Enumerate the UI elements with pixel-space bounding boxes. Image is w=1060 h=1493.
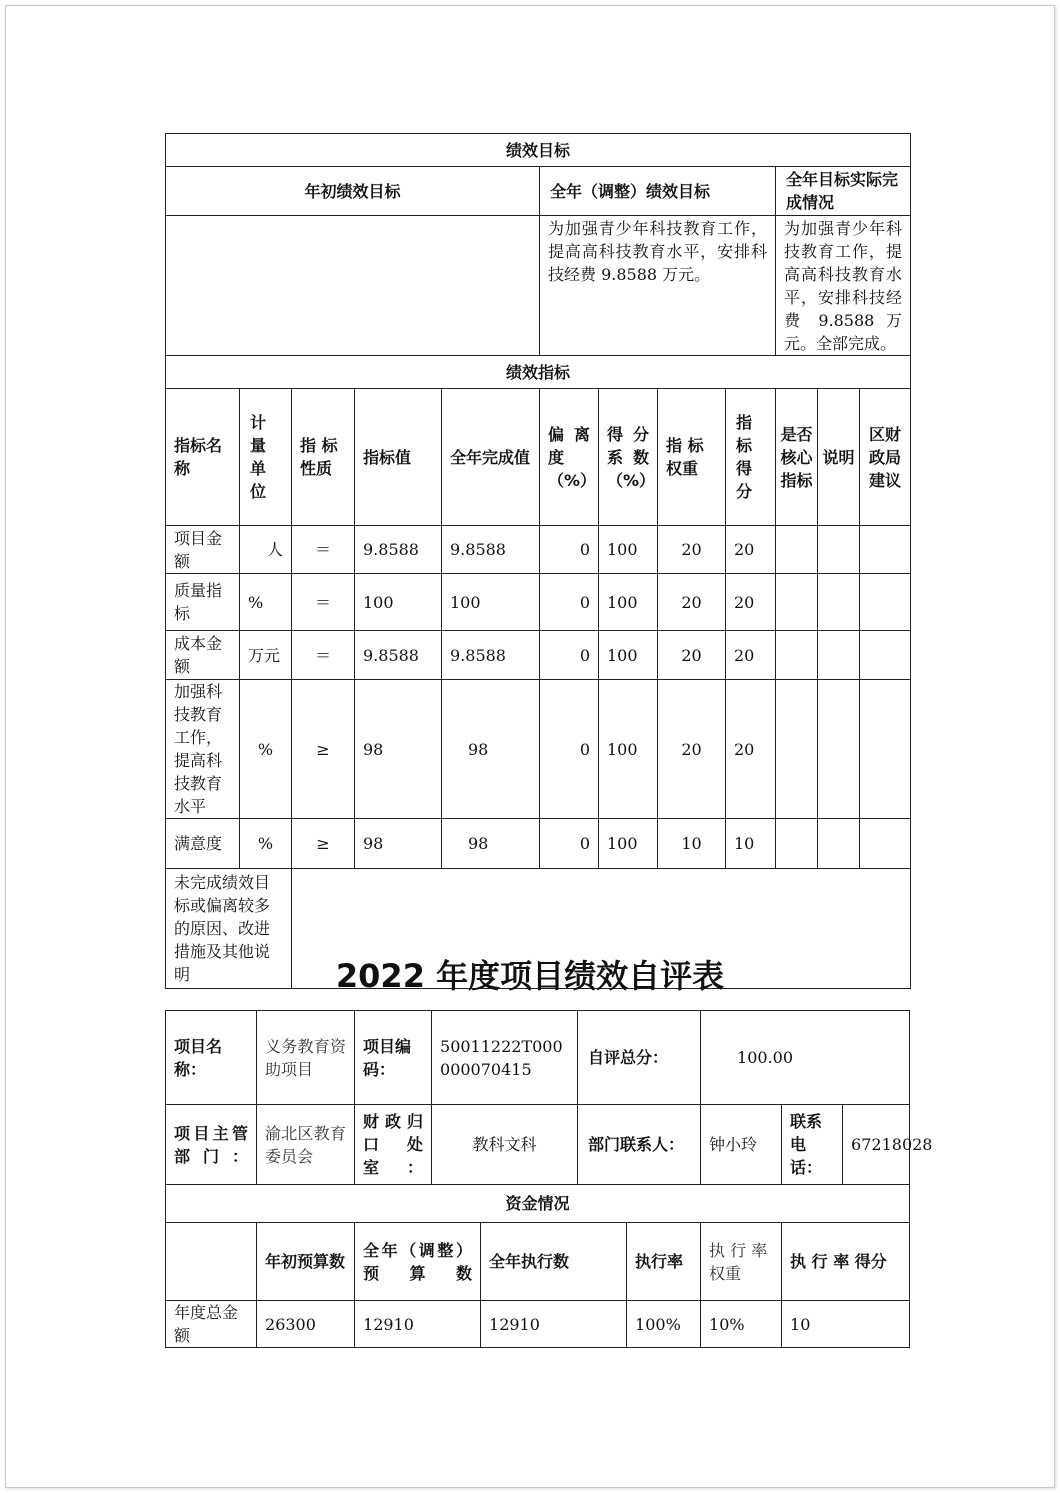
table-row bbox=[166, 819, 911, 869]
row-weight: 20 bbox=[658, 680, 726, 819]
row-deviation: 0 bbox=[540, 819, 599, 869]
row-weight: 20 bbox=[658, 574, 726, 631]
row-target: 9.8588 bbox=[355, 526, 442, 574]
funds-row-rate: 100% bbox=[627, 1301, 701, 1348]
row-advice bbox=[860, 526, 911, 574]
funds-row-adjusted: 12910 bbox=[355, 1301, 481, 1348]
phone-label: 联系电话： bbox=[782, 1105, 843, 1185]
hdr-target: 指标值 bbox=[355, 389, 442, 526]
project-table bbox=[165, 1010, 933, 1348]
row-note bbox=[818, 574, 860, 631]
row-core bbox=[776, 819, 818, 869]
project-code-value: 50011222T000000070415 bbox=[432, 1011, 578, 1105]
row-score: 20 bbox=[726, 680, 776, 819]
score-value: 100.00 bbox=[701, 1011, 910, 1105]
row-advice bbox=[860, 574, 911, 631]
funds-hdr-initial: 年初预算数 bbox=[257, 1223, 355, 1301]
row-score: 20 bbox=[726, 526, 776, 574]
row-unit: % bbox=[240, 574, 292, 631]
row-target: 100 bbox=[355, 574, 442, 631]
row-name: 成本金额 bbox=[166, 631, 240, 680]
row-nature: ＝ bbox=[292, 526, 355, 574]
funds-hdr-rate: 执行率 bbox=[627, 1223, 701, 1301]
row-deviation: 0 bbox=[540, 631, 599, 680]
dept-label: 项目主管部门： bbox=[166, 1105, 257, 1185]
finance-label: 财政归口处室： bbox=[355, 1105, 432, 1185]
table-row bbox=[166, 1301, 910, 1348]
row-name: 项目金额 bbox=[166, 526, 240, 574]
funds-title: 资金情况 bbox=[166, 1185, 910, 1223]
table-row bbox=[166, 680, 911, 819]
hdr-score: 指标得分 bbox=[726, 389, 776, 526]
funds-hdr-score: 执 行 率 得分 bbox=[782, 1223, 910, 1301]
row-advice bbox=[860, 680, 911, 819]
row-core bbox=[776, 526, 818, 574]
col-adjusted-goal: 全年（调整）绩效目标 bbox=[540, 167, 776, 216]
row-name: 质量指标 bbox=[166, 574, 240, 631]
row-deviation: 0 bbox=[540, 680, 599, 819]
hdr-note: 说明 bbox=[818, 389, 860, 526]
row-name: 加强科技教育工作，提高科技教育水平 bbox=[166, 680, 240, 819]
row-advice bbox=[860, 819, 911, 869]
table-row bbox=[166, 574, 911, 631]
score-label: 自评总分： bbox=[578, 1011, 701, 1105]
row-coef: 100 bbox=[599, 526, 658, 574]
hdr-advice: 区财政局建议 bbox=[860, 389, 911, 526]
funds-hdr-weight: 执 行 率 权重 bbox=[701, 1223, 782, 1301]
contact-value: 钟小玲 bbox=[701, 1105, 782, 1185]
hdr-nature: 指 标性质 bbox=[292, 389, 355, 526]
row-deviation: 0 bbox=[540, 526, 599, 574]
funds-hdr-adjusted: 全年（调整）预算数 bbox=[355, 1223, 481, 1301]
row-score: 10 bbox=[726, 819, 776, 869]
row-core bbox=[776, 574, 818, 631]
hdr-indicator-name: 指标名称 bbox=[166, 389, 240, 526]
phone-value: 67218028 bbox=[843, 1105, 910, 1185]
hdr-coef: 得分系数（%） bbox=[599, 389, 658, 526]
hdr-unit: 计量单位 bbox=[240, 389, 292, 526]
row-actual: 98 bbox=[442, 819, 540, 869]
unfinished-label: 未完成绩效目标或偏离较多的原因、改进措施及其他说明 bbox=[166, 869, 292, 989]
row-nature: ≥ bbox=[292, 680, 355, 819]
row-note bbox=[818, 819, 860, 869]
row-advice bbox=[860, 631, 911, 680]
hdr-deviation: 偏离度（%） bbox=[540, 389, 599, 526]
hdr-core: 是否核心指标 bbox=[776, 389, 818, 526]
hdr-weight: 指 标权重 bbox=[658, 389, 726, 526]
project-name-label: 项目名称： bbox=[166, 1011, 257, 1105]
row-weight: 20 bbox=[658, 631, 726, 680]
row-actual: 100 bbox=[442, 574, 540, 631]
row-note bbox=[818, 631, 860, 680]
table-row bbox=[166, 631, 911, 680]
row-nature: ＝ bbox=[292, 574, 355, 631]
hdr-actual: 全年完成值 bbox=[442, 389, 540, 526]
project-code-label: 项目编码： bbox=[355, 1011, 432, 1105]
col-actual-goal: 全年目标实际完成情况 bbox=[776, 167, 911, 216]
row-target: 98 bbox=[355, 819, 442, 869]
row-coef: 100 bbox=[599, 819, 658, 869]
document-title: 2022 年度项目绩效自评表 bbox=[335, 957, 725, 995]
contact-label: 部门联系人： bbox=[578, 1105, 701, 1185]
row-unit: 人 bbox=[240, 526, 292, 574]
initial-goal-text bbox=[166, 216, 540, 356]
row-core bbox=[776, 631, 818, 680]
row-nature: ≥ bbox=[292, 819, 355, 869]
row-coef: 100 bbox=[599, 631, 658, 680]
finance-value: 教科文科 bbox=[432, 1105, 578, 1185]
actual-goal-text: 为加强青少年科技教育工作，提高高科技教育水平，安排科技经费 9.8588 万元。全部完成。 bbox=[776, 216, 911, 356]
row-note bbox=[818, 526, 860, 574]
row-coef: 100 bbox=[599, 680, 658, 819]
row-note bbox=[818, 680, 860, 819]
row-deviation: 0 bbox=[540, 574, 599, 631]
funds-row-score: 10 bbox=[782, 1301, 910, 1348]
funds-row-label: 年度总金额 bbox=[166, 1301, 257, 1348]
adjusted-goal-text: 为加强青少年科技教育工作，提高高科技教育水平，安排科技经费 9.8588 万元。 bbox=[540, 216, 776, 356]
row-unit: 万元 bbox=[240, 631, 292, 680]
funds-hdr-blank bbox=[166, 1223, 257, 1301]
col-initial-goal: 年初绩效目标 bbox=[166, 167, 540, 216]
project-name-value: 义务教育资助项目 bbox=[257, 1011, 355, 1105]
row-name: 满意度 bbox=[166, 819, 240, 869]
funds-row-weight: 10% bbox=[701, 1301, 782, 1348]
row-target: 9.8588 bbox=[355, 631, 442, 680]
row-actual: 9.8588 bbox=[442, 526, 540, 574]
row-coef: 100 bbox=[599, 574, 658, 631]
row-score: 20 bbox=[726, 574, 776, 631]
table-row bbox=[166, 526, 911, 574]
indicators-title: 绩效指标 bbox=[166, 356, 911, 389]
funds-hdr-executed: 全年执行数 bbox=[481, 1223, 627, 1301]
row-unit: % bbox=[240, 680, 292, 819]
row-weight: 20 bbox=[658, 526, 726, 574]
row-unit: % bbox=[240, 819, 292, 869]
performance-table bbox=[165, 133, 911, 989]
row-actual: 9.8588 bbox=[442, 631, 540, 680]
dept-value: 渝北区教育委员会 bbox=[257, 1105, 355, 1185]
row-core bbox=[776, 680, 818, 819]
row-score: 20 bbox=[726, 631, 776, 680]
row-actual: 98 bbox=[442, 680, 540, 819]
funds-row-initial: 26300 bbox=[257, 1301, 355, 1348]
perf-goals-title: 绩效目标 bbox=[166, 134, 911, 167]
row-target: 98 bbox=[355, 680, 442, 819]
funds-row-executed: 12910 bbox=[481, 1301, 627, 1348]
row-nature: ＝ bbox=[292, 631, 355, 680]
row-weight: 10 bbox=[658, 819, 726, 869]
